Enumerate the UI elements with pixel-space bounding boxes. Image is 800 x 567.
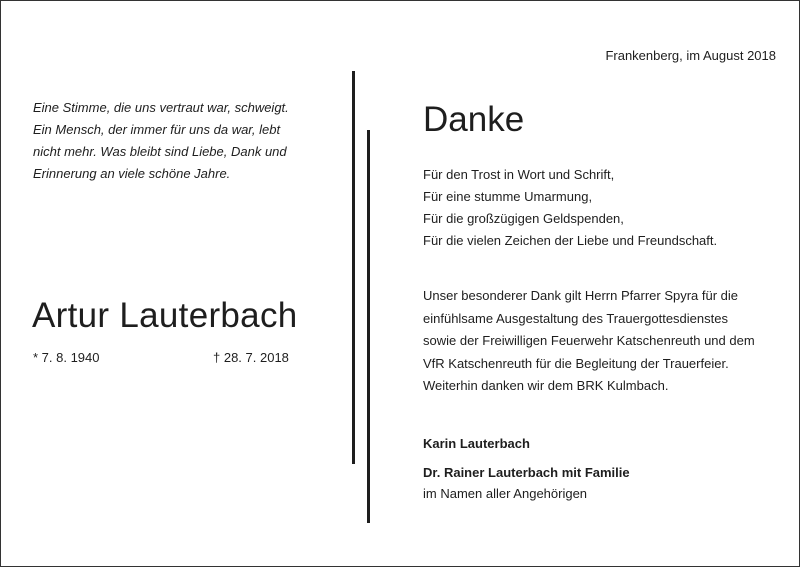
thanks-line: Für die vielen Zeichen der Liebe und Freundschaft.	[423, 233, 718, 248]
thanks-line: Für eine stumme Umarmung,	[423, 189, 593, 204]
place-date: Frankenberg, im August 2018	[605, 48, 776, 63]
quote-line: Eine Stimme, die uns vertraut war, schweigt.	[33, 100, 289, 115]
paragraph-line: Weiterhin danken wir dem BRK Kulmbach.	[423, 378, 669, 393]
divider-rule-left	[352, 71, 355, 464]
thanks-line: Für den Trost in Wort und Schrift,	[423, 167, 615, 182]
thanks-line: Für die großzügigen Geldspenden,	[423, 211, 624, 226]
divider-rule-right	[367, 130, 370, 523]
signature-name-1: Karin Lauterbach	[423, 436, 530, 451]
signature-relatives: im Namen aller Angehörigen	[423, 486, 588, 501]
quote-line: Erinnerung an viele schöne Jahre.	[33, 166, 231, 181]
thanks-heading: Danke	[423, 100, 525, 139]
birth-date: * 7. 8. 1940	[33, 350, 100, 365]
death-date: † 28. 7. 2018	[213, 350, 289, 365]
signature-name-2: Dr. Rainer Lauterbach mit Familie	[423, 465, 630, 480]
deceased-name: Artur Lauterbach	[32, 296, 298, 335]
memorial-quote	[33, 97, 323, 185]
paragraph-line: Unser besonderer Dank gilt Herrn Pfarrer Spyra für die	[423, 288, 739, 303]
thanks-paragraph	[423, 285, 755, 398]
thanks-list	[423, 164, 717, 252]
quote-line: nicht mehr. Was bleibt sind Liebe, Dank und	[33, 144, 287, 159]
paragraph-line: einfühlsame Ausgestaltung des Trauergottesdienstes	[423, 310, 728, 326]
paragraph-line: sowie der Freiwilligen Feuerwehr Katschenreuth und dem	[423, 333, 755, 348]
paragraph-line: VfR Katschenreuth für die Begleitung der Trauerfeier.	[423, 355, 729, 371]
quote-line: Ein Mensch, der immer für uns da war, lebt	[33, 122, 281, 137]
